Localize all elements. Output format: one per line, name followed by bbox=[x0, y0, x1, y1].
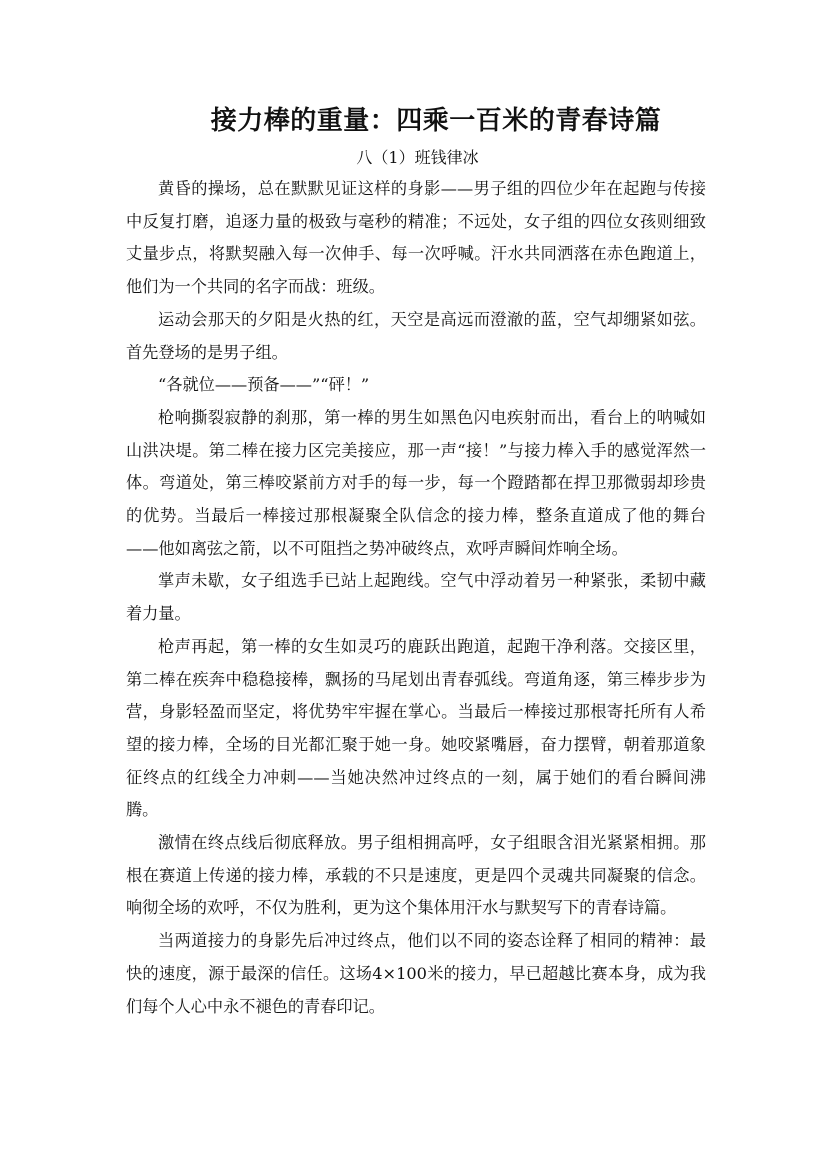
author-byline: 八（1）班钱律冰 bbox=[356, 148, 479, 167]
paragraph: 掌声未歇，女子组选手已站上起跑线。空气中浮动着另一种紧张，柔韧中藏着力量。 bbox=[126, 571, 706, 624]
paragraph: 黄昏的操场，总在默默见证这样的身影——男子组的四位少年在起跑与传接中反复打磨，追逐力量的极致与毫秒的精准；不远处，女子组的四位女孩则细致丈量步点，将默契融入每一次伸手、每一次呼喊。汗水共同洒落在赤色跑道上，他们为一个共同的名字而战：班级。 bbox=[126, 179, 706, 297]
paragraph: 当两道接力的身影先后冲过终点，他们以不同的姿态诠释了相同的精神：最快的速度，源于最深的信任。这场4×100米的接力，早已超越比赛本身，成为我们每个人心中永不褪色的青春印记。 bbox=[126, 931, 706, 1016]
paragraph: 枪声再起，第一棒的女生如灵巧的鹿跃出跑道，起跑干净利落。交接区里，第二棒在疾奔中稳稳接棒，飘扬的马尾划出青春弧线。弯道角逐，第三棒步步为营，身影轻盈而坚定，将优势牢牢握在掌心。当最后一棒接过那根寄托所有人希望的接力棒，全场的目光都汇聚于她一身。她咬紧嘴唇，奋力摆臂，朝着那道象征终点的红线全力冲刺——当她决然冲过终点的一刻，属于她们的看台瞬间沸腾。 bbox=[126, 636, 706, 820]
paragraph: 运动会那天的夕阳是火热的红，天空是高远而澄澈的蓝，空气却绷紧如弦。首先登场的是男子组。 bbox=[126, 309, 706, 362]
essay-body bbox=[126, 173, 706, 1023]
paragraph: 枪响撕裂寂静的刹那，第一棒的男生如黑色闪电疾射而出，看台上的呐喊如山洪决堤。第二棒在接力区完美接应，那一声“接！”与接力棒入手的感觉浑然一体。弯道处，第三棒咬紧前方对手的每一步，每一个蹬踏都在捍卫那微弱却珍贵的优势。当最后一棒接过那根凝聚全队信念的接力棒，整条直道成了他的舞台——他如离弦之箭，以不可阻挡之势冲破终点，欢呼声瞬间炸响全场。 bbox=[126, 407, 706, 558]
paragraph-dialogue: “各就位——预备——”“砰！” bbox=[158, 375, 370, 395]
essay-title: 接力棒的重量：四乘一百米的青春诗篇 bbox=[210, 106, 662, 136]
paragraph: 激情在终点线后彻底释放。男子组相拥高呼，女子组眼含泪光紧紧相拥。那根在赛道上传递的接力棒，承载的不只是速度，更是四个灵魂共同凝聚的信念。响彻全场的欢呼，不仅为胜利，更为这个集体用汗水与默契写下的青春诗篇。 bbox=[126, 833, 706, 918]
